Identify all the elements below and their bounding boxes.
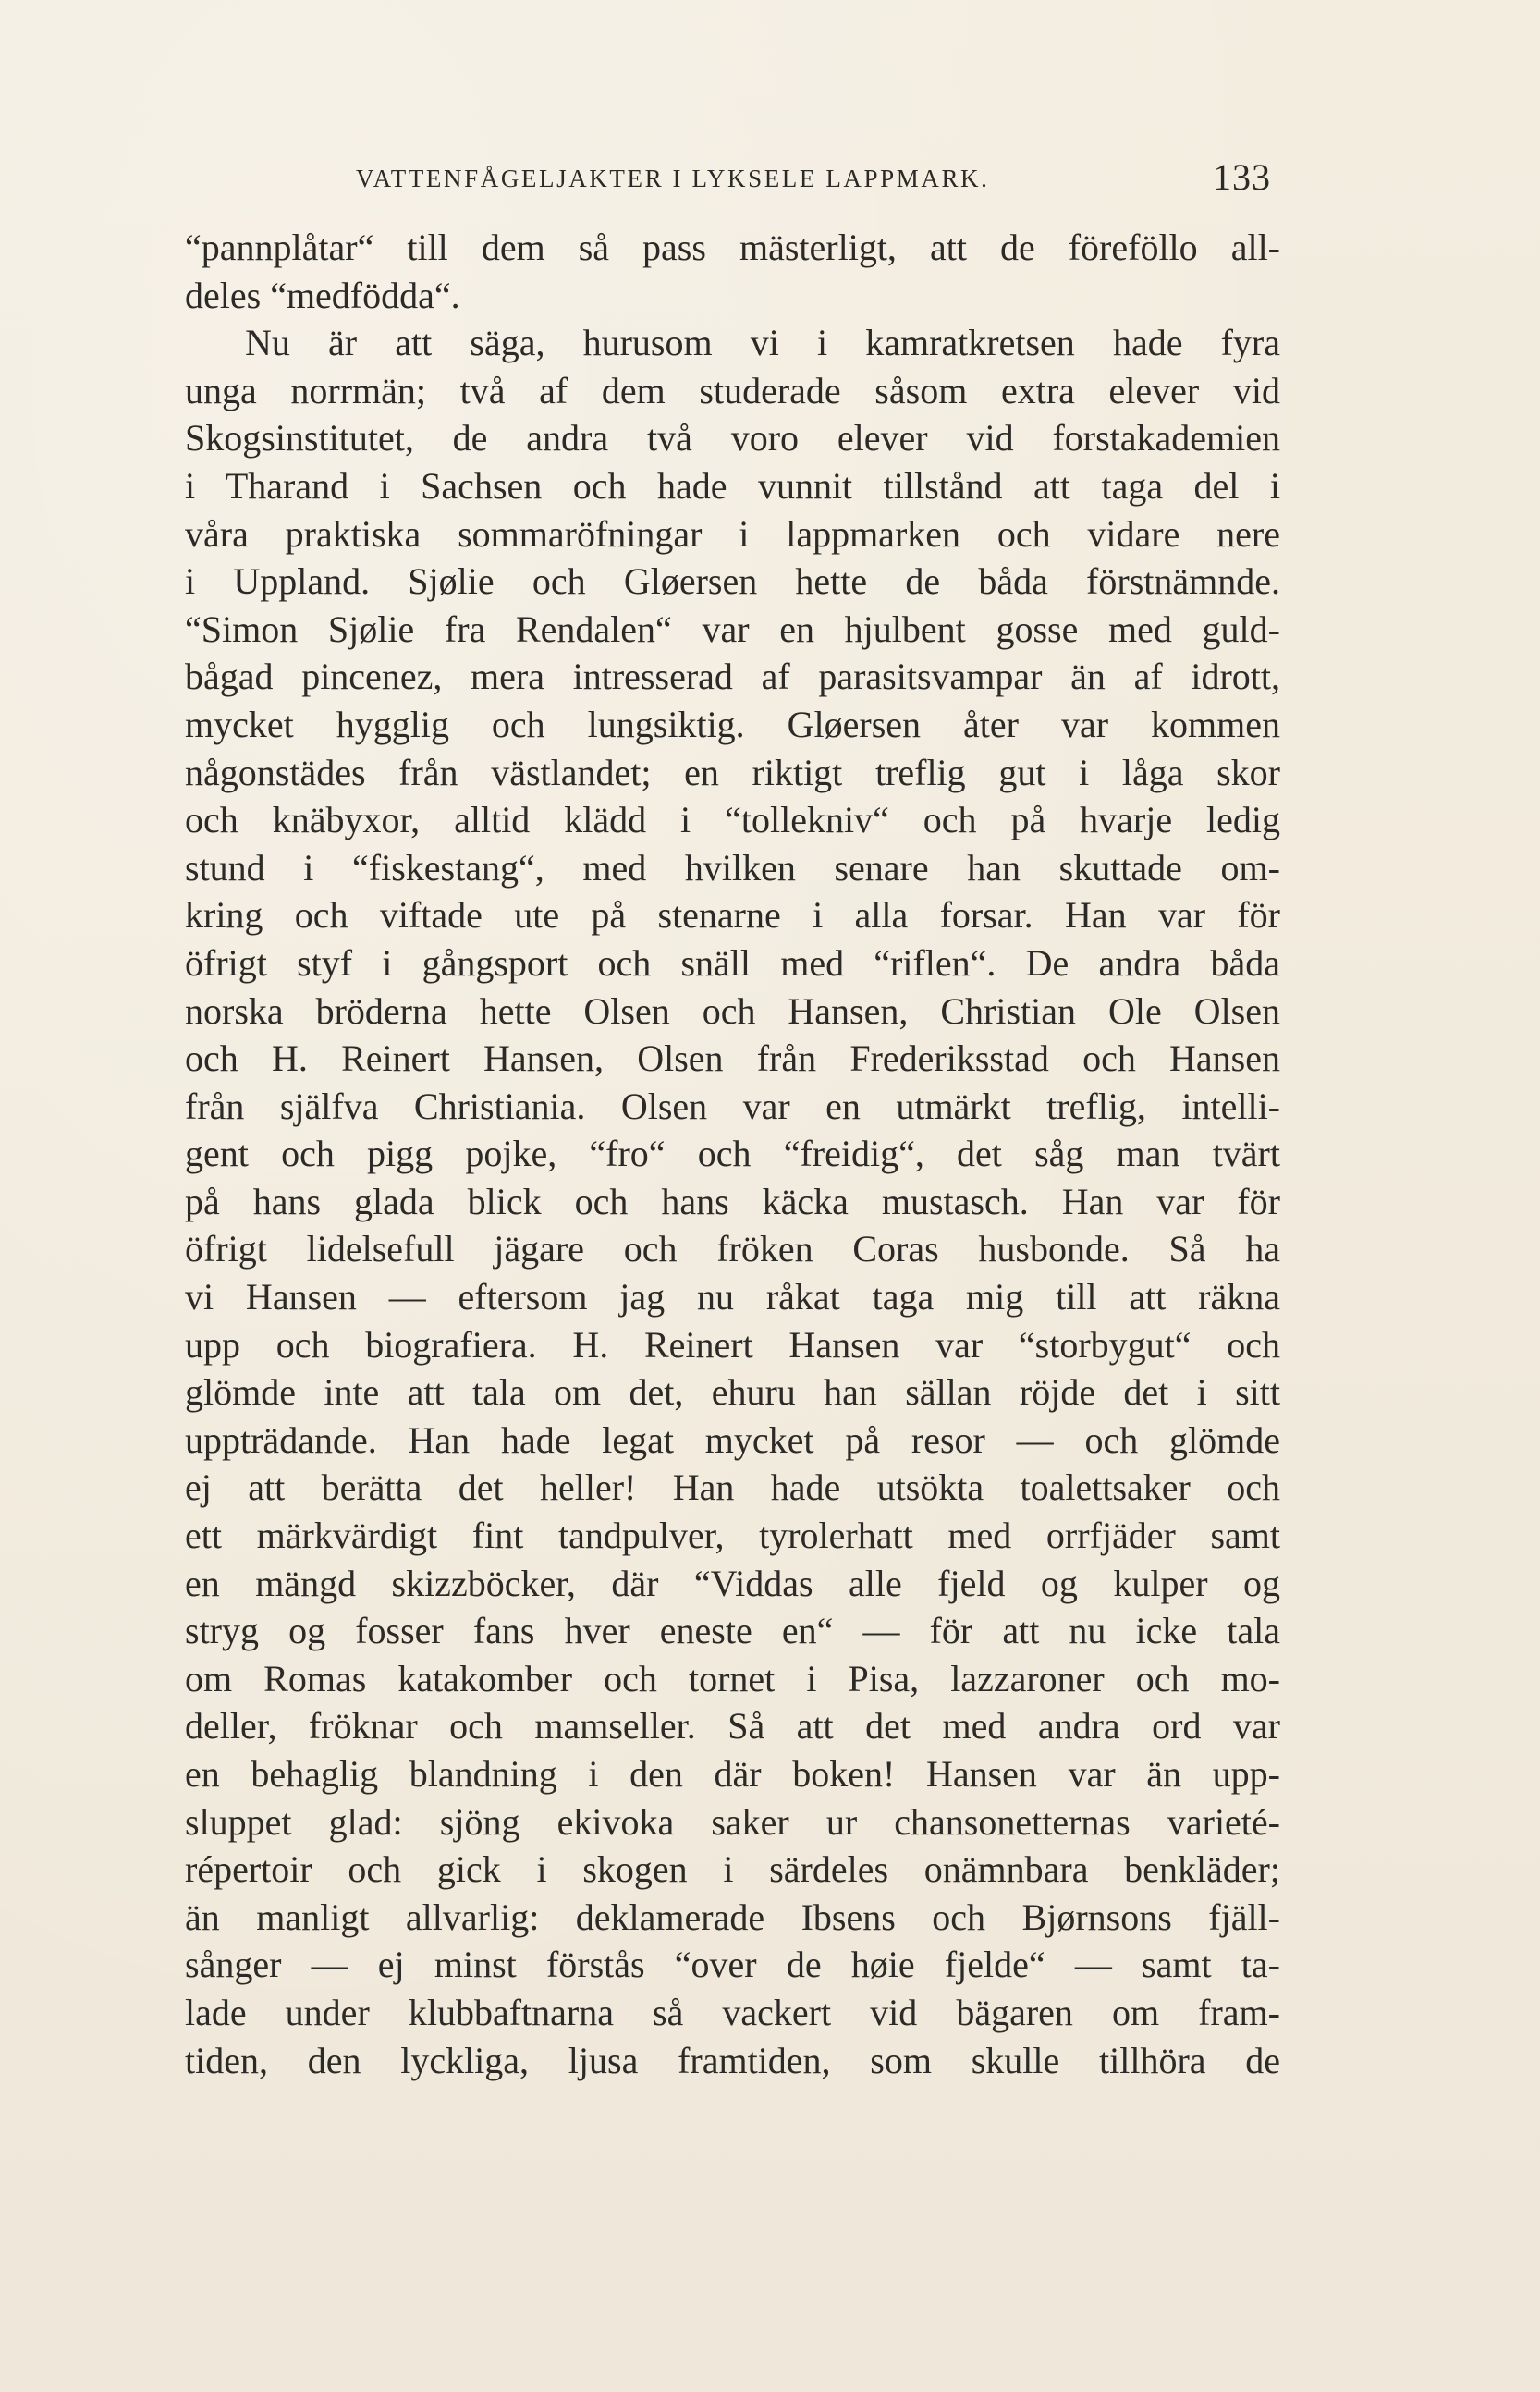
text-line: ej att berätta det heller! Han hade utsökta toalettsaker och: [185, 1466, 1280, 1509]
text-line: och knäbyxor, alltid klädd i “tollekniv“ och på hvarje ledig: [185, 799, 1280, 841]
text-line: om Romas katakomber och tornet i Pisa, lazzaroner och mo-: [185, 1657, 1280, 1699]
text-line: i Tharand i Sachsen och hade vunnit tillstånd att taga del i: [185, 464, 1280, 507]
text-line: upp och biografiera. H. Reinert Hansen var “storbygut“ och: [185, 1323, 1280, 1366]
text-line: från själfva Christiania. Olsen var en utmärkt treflig, intelli-: [185, 1085, 1280, 1127]
text-line: ett märkvärdigt fint tandpulver, tyrolerhatt med orrfjäder samt: [185, 1515, 1280, 1557]
text-line: i Uppland. Sjølie och Gløersen hette de båda förstnämnde.: [185, 560, 1280, 603]
text-line: lade under klubbaftnarna så vackert vid bägaren om fram-: [185, 1991, 1280, 2033]
running-title: VATTENFÅGELJAKTER I LYKSELE LAPPMARK.: [356, 165, 990, 192]
text-line: glömde inte att tala om det, ehuru han sällan röjde det i sitt: [185, 1371, 1280, 1414]
text-line: en behaglig blandning i den där boken! Hansen var än upp-: [185, 1753, 1280, 1795]
text-line: deller, fröknar och mamseller. Så att det med andra ord var: [185, 1705, 1280, 1748]
text-line: deles “medfödda“.: [185, 274, 460, 316]
text-line: bågad pincenez, mera intresserad af parasitsvampar än af idrott,: [185, 656, 1280, 698]
text-line: tiden, den lyckliga, ljusa framtiden, som skulle tillhöra de: [185, 2039, 1280, 2081]
page-header: [356, 155, 1271, 202]
text-line: sluppet glad: sjöng ekivoka saker ur chansonetternas varieté-: [185, 1800, 1280, 1843]
text-line: och H. Reinert Hansen, Olsen från Frederiksstad och Hansen: [185, 1037, 1280, 1080]
text-line: répertoir och gick i skogen i särdeles onämnbara benkläder;: [185, 1848, 1280, 1891]
text-line: mycket hygglig och lungsiktig. Gløersen åter var kommen: [185, 703, 1280, 745]
text-line: någonstädes från västlandet; en riktigt treflig gut i låga skor: [185, 751, 1280, 793]
text-line: uppträdande. Han hade legat mycket på resor — och glömde: [185, 1418, 1280, 1461]
text-line: våra praktiska sommaröfningar i lappmarken och vidare nere: [185, 512, 1280, 555]
text-line: unga norrmän; två af dem studerade såsom extra elever vid: [185, 369, 1280, 411]
text-line: Skogsinstitutet, de andra två voro elever vid forstakademien: [185, 417, 1280, 460]
text-line: på hans glada blick och hans käcka mustasch. Han var för: [185, 1180, 1280, 1222]
text-line: Nu är att säga, hurusom vi i kamratkretsen hade fyra: [245, 322, 1280, 364]
text-line: norska bröderna hette Olsen och Hansen, Christian Ole Olsen: [185, 989, 1280, 1032]
text-line: kring och viftade ute på stenarne i alla forsar. Han var för: [185, 894, 1280, 937]
body-text: [185, 224, 1280, 2084]
text-line: “Simon Sjølie fra Rendalen“ var en hjulbent gosse med guld-: [185, 607, 1280, 650]
text-line: stryg og fosser fans hver eneste en“ — för att nu icke tala: [185, 1610, 1280, 1652]
text-line: öfrigt lidelsefull jägare och fröken Coras husbonde. Så ha: [185, 1228, 1280, 1270]
page-number: 133: [1213, 156, 1271, 198]
text-line: gent och pigg pojke, “fro“ och “freidig“, det såg man tvärt: [185, 1133, 1280, 1175]
text-line: vi Hansen — eftersom jag nu råkat taga mig till att räkna: [185, 1276, 1280, 1319]
text-line: “pannplåtar“ till dem så pass mästerligt, att de föreföllo all-: [185, 227, 1280, 268]
text-line: än manligt allvarlig: deklamerade Ibsens och Bjørnsons fjäll-: [185, 1895, 1280, 1938]
text-line: stund i “fiskestang“, med hvilken senare han skuttade om-: [185, 846, 1280, 889]
text-line: öfrigt styf i gångsport och snäll med “riflen“. De andra båda: [185, 941, 1280, 984]
text-line: en mängd skizzböcker, där “Viddas alle fjeld og kulper og: [185, 1562, 1280, 1604]
text-line: sånger — ej minst förstås “over de høie fjelde“ — samt ta-: [185, 1944, 1280, 1986]
